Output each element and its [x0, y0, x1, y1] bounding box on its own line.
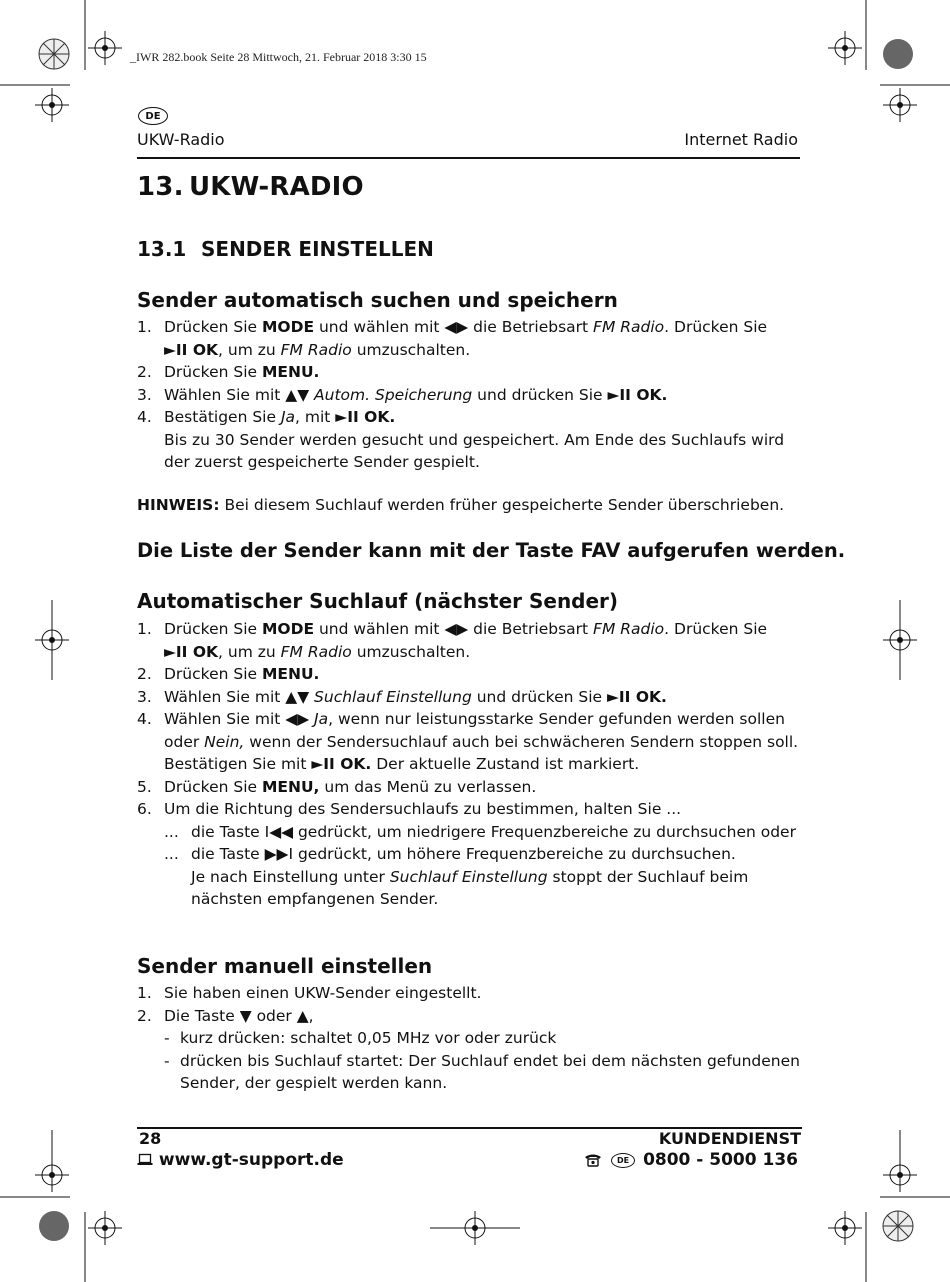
list-item: 2. Die Taste ▼ oder ▲, - kurz drücken: schaltet 0,05 MHz vor oder zurück - drücken bis Suchlauf startet: Der Suchlauf endet bei dem nächsten gefundenen Sender, der gespielt werden kann.: [137, 1005, 807, 1095]
list-item: 2. Drücken Sie MENU.: [137, 665, 320, 683]
header-left-title: UKW-Radio: [137, 130, 225, 149]
list-item: 1. Drücken Sie MODE und wählen mit ◀▶ die Betriebsart FM Radio. Drücken Sie ►II OK, um zu FM Radio umzuschalten.: [137, 620, 768, 661]
website-link[interactable]: www.gt-support.de: [158, 1150, 344, 1170]
page-number: 28: [139, 1129, 162, 1148]
list-item: 1. Sie haben einen UKW-Sender eingestellt.: [137, 984, 482, 1002]
service-label: KUNDENDIENST: [658, 1129, 801, 1148]
auto-store-heading: Sender automatisch suchen und speichern: [137, 288, 618, 312]
chapter-heading: [137, 172, 364, 202]
dash-list-item: - drücken bis Suchlauf startet: Der Suchlauf endet bei dem nächsten gefundenen Sender, der gespielt werden kann.: [164, 1051, 800, 1092]
section-title: SENDER EINSTELLEN: [201, 237, 434, 261]
header-rule: [137, 157, 800, 159]
manual-steps: [137, 982, 807, 1095]
list-item: 1. Drücken Sie MODE und wählen mit ◀▶ die Betriebsart FM Radio. Drücken Sie ►II OK, um zu FM Radio umzuschalten.: [137, 318, 768, 359]
list-item: 4. Wählen Sie mit ◀▶ Ja, wenn nur leistungsstarke Sender gefunden werden sollen oder Nein, wenn der Sendersuchlauf auch bei schwächeren Sendern stoppen soll. Bestätigen Sie mit ►II OK. Der aktuelle Zustand ist markiert.: [137, 710, 799, 773]
sub-list-item: ... die Taste I◀◀ gedrückt, um niedrigere Frequenzbereiche zu durchsuchen oder: [164, 822, 796, 841]
language-badge: DE: [138, 107, 168, 125]
section-number: 13.1: [137, 237, 187, 261]
note-label: HINWEIS:: [137, 496, 220, 514]
auto-search-heading: Automatischer Suchlauf (nächster Sender): [137, 589, 619, 613]
list-item: 5. Drücken Sie MENU, um das Menü zu verlassen.: [137, 777, 537, 796]
telephone-icon: [583, 1153, 603, 1167]
manual-heading: Sender manuell einstellen: [137, 954, 433, 978]
auto-search-steps: [137, 618, 807, 911]
list-item: 6. Um die Richtung des Sendersuchlaufs zu bestimmen, halten Sie ... ... die Taste I◀◀ gedrückt, um niedrigere Frequenzbereiche zu durchsuchen oder ... die Taste ▶▶I gedrückt, um höhere Frequenzbereiche zu durchsuchen. Je nach Einstellung unter Suchlauf Einstellung stoppt der Suchlauf beim nächsten empfangenen Sender.: [137, 798, 807, 911]
fav-hint: Die Liste der Sender kann mit der Taste FAV aufgerufen werden.: [137, 539, 846, 562]
section-heading: [137, 237, 434, 261]
header-right-title: Internet Radio: [684, 130, 798, 149]
sub-list-item: ... die Taste ▶▶I gedrückt, um höhere Frequenzbereiche zu durchsuchen. Je nach Einstellung unter Suchlauf Einstellung stoppt der Suchlauf beim nächsten empfangenen Sender.: [164, 845, 749, 908]
dash-list-item: - kurz drücken: schaltet 0,05 MHz vor oder zurück: [164, 1029, 557, 1047]
phone-number: 0800 - 5000 136: [643, 1150, 798, 1170]
phone-country-badge: DE: [611, 1153, 635, 1168]
chapter-title: UKW-RADIO: [189, 172, 364, 202]
auto-store-steps: [137, 316, 807, 474]
list-item: 3. Wählen Sie mit ▲▼ Suchlauf Einstellung und drücken Sie ►II OK.: [137, 687, 667, 706]
list-item: 2. Drücken Sie MENU.: [137, 363, 320, 381]
chapter-number: 13.: [137, 172, 184, 202]
note-paragraph: HINWEIS: Bei diesem Suchlauf werden früher gespeicherte Sender überschrieben.: [137, 496, 785, 514]
print-slug-line: _IWR 282.book Seite 28 Mittwoch, 21. Februar 2018 3:30 15: [130, 50, 427, 64]
support-website: [137, 1150, 344, 1170]
list-item: 3. Wählen Sie mit ▲▼ Autom. Speicherung und drücken Sie ►II OK.: [137, 385, 668, 404]
support-phone: [583, 1150, 798, 1170]
laptop-icon: [137, 1152, 153, 1166]
list-item: 4. Bestätigen Sie Ja, mit ►II OK. Bis zu 30 Sender werden gesucht und gespeichert. Am Ende des Suchlaufs wird der zuerst gespeicherte Sender gespielt.: [137, 408, 785, 471]
